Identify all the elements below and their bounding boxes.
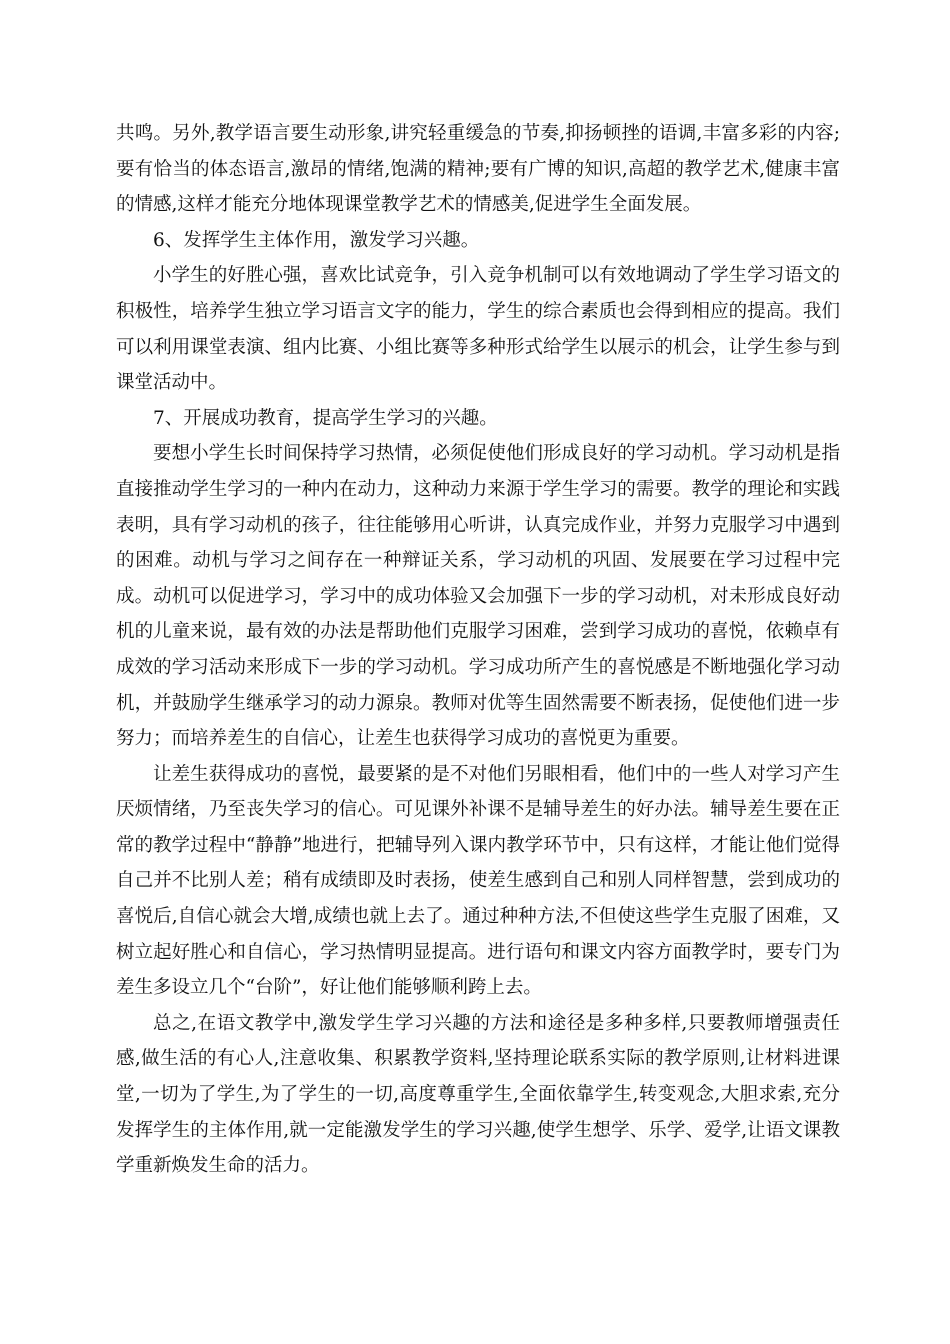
paragraph-motivation: 要想小学生长时间保持学习热情，必须促使他们形成良好的学习动机。学习动机是指直接推动学生学习的一种内在动力，这种动力来源于学生学习的需要。教学的理论和实践表明，具有学习动机的孩子，往往能够用心听讲，认真完成作业，并努力克服学习中遇到的困难。动机与学习之间存在一种辩证关系，学习动机的巩固、发展要在学习过程中完成。动机可以促进学习，学习中的成功体验又会加强下一步的学习动机，对未形成良好动机的儿童来说，最有效的办法是帮助他们克服学习困难，尝到学习成功的喜悦，依赖卓有成效的学习活动来形成下一步的学习动机。学习成功所产生的喜悦感是不断地强化学习动机，并鼓励学生继承学习的动力源泉。教师对优等生固然需要不断表扬，促使他们进一步努力；而培养差生的自信心，让差生也获得学习成功的喜悦更为重要。	[116, 443, 840, 750]
paragraph-competition: 小学生的好胜心强，喜欢比试竞争，引入竞争机制可以有效地调动了学生学习语文的积极性，培养学生独立学习语言文字的能力，学生的综合素质也会得到相应的提高。我们可以利用课堂表演、组内比赛、小组比赛等多种形式给学生以展示的机会，让学生参与到课堂活动中。	[116, 265, 840, 394]
document-page	[116, 116, 840, 1184]
section-heading-6: 6、发挥学生主体作用，激发学习兴趣。	[153, 229, 480, 251]
section-heading-7: 7、开展成功教育，提高学生学习的兴趣。	[153, 407, 498, 429]
paragraph-continuation: 共鸣。另外,教学语言要生动形象,讲究轻重缓急的节奏,抑扬顿挫的语调,丰富多彩的内容;要有恰当的体态语言,激昂的情绪,饱满的精神;要有广博的知识,高超的教学艺术,健康丰富的情感,这样才能充分地体现课堂教学艺术的情感美,促进学生全面发展。	[116, 123, 840, 216]
paragraph-conclusion: 总之,在语文教学中,激发学生学习兴趣的方法和途径是多种多样,只要教师增强责任感,做生活的有心人,注意收集、积累教学资料,坚持理论联系实际的教学原则,让材料进课堂,一切为了学生,为了学生的一切,高度尊重学生,全面依靠学生,转变观念,大胆求索,充分发挥学生的主体作用,就一定能激发学生的学习兴趣,使学生想学、乐学、爱学,让语文课教学重新焕发生命的活力。	[116, 1012, 840, 1177]
paragraph-struggling-students: 让差生获得成功的喜悦，最要紧的是不对他们另眼相看，他们中的一些人对学习产生厌烦情绪，乃至丧失学习的信心。可见课外补课不是辅导差生的好办法。辅导差生要在正常的教学过程中“静静”地进行，把辅导列入课内教学环节中，只有这样，才能让他们觉得自己并不比别人差；稍有成绩即及时表扬，使差生感到自己和别人同样智慧，尝到成功的喜悦后,自信心就会大增,成绩也就上去了。通过种种方法,不但使这些学生克服了困难，又树立起好胜心和自信心，学习热情明显提高。进行语句和课文内容方面教学时，要专门为差生多设立几个“台阶”，好让他们能够顺利跨上去。	[116, 763, 840, 999]
